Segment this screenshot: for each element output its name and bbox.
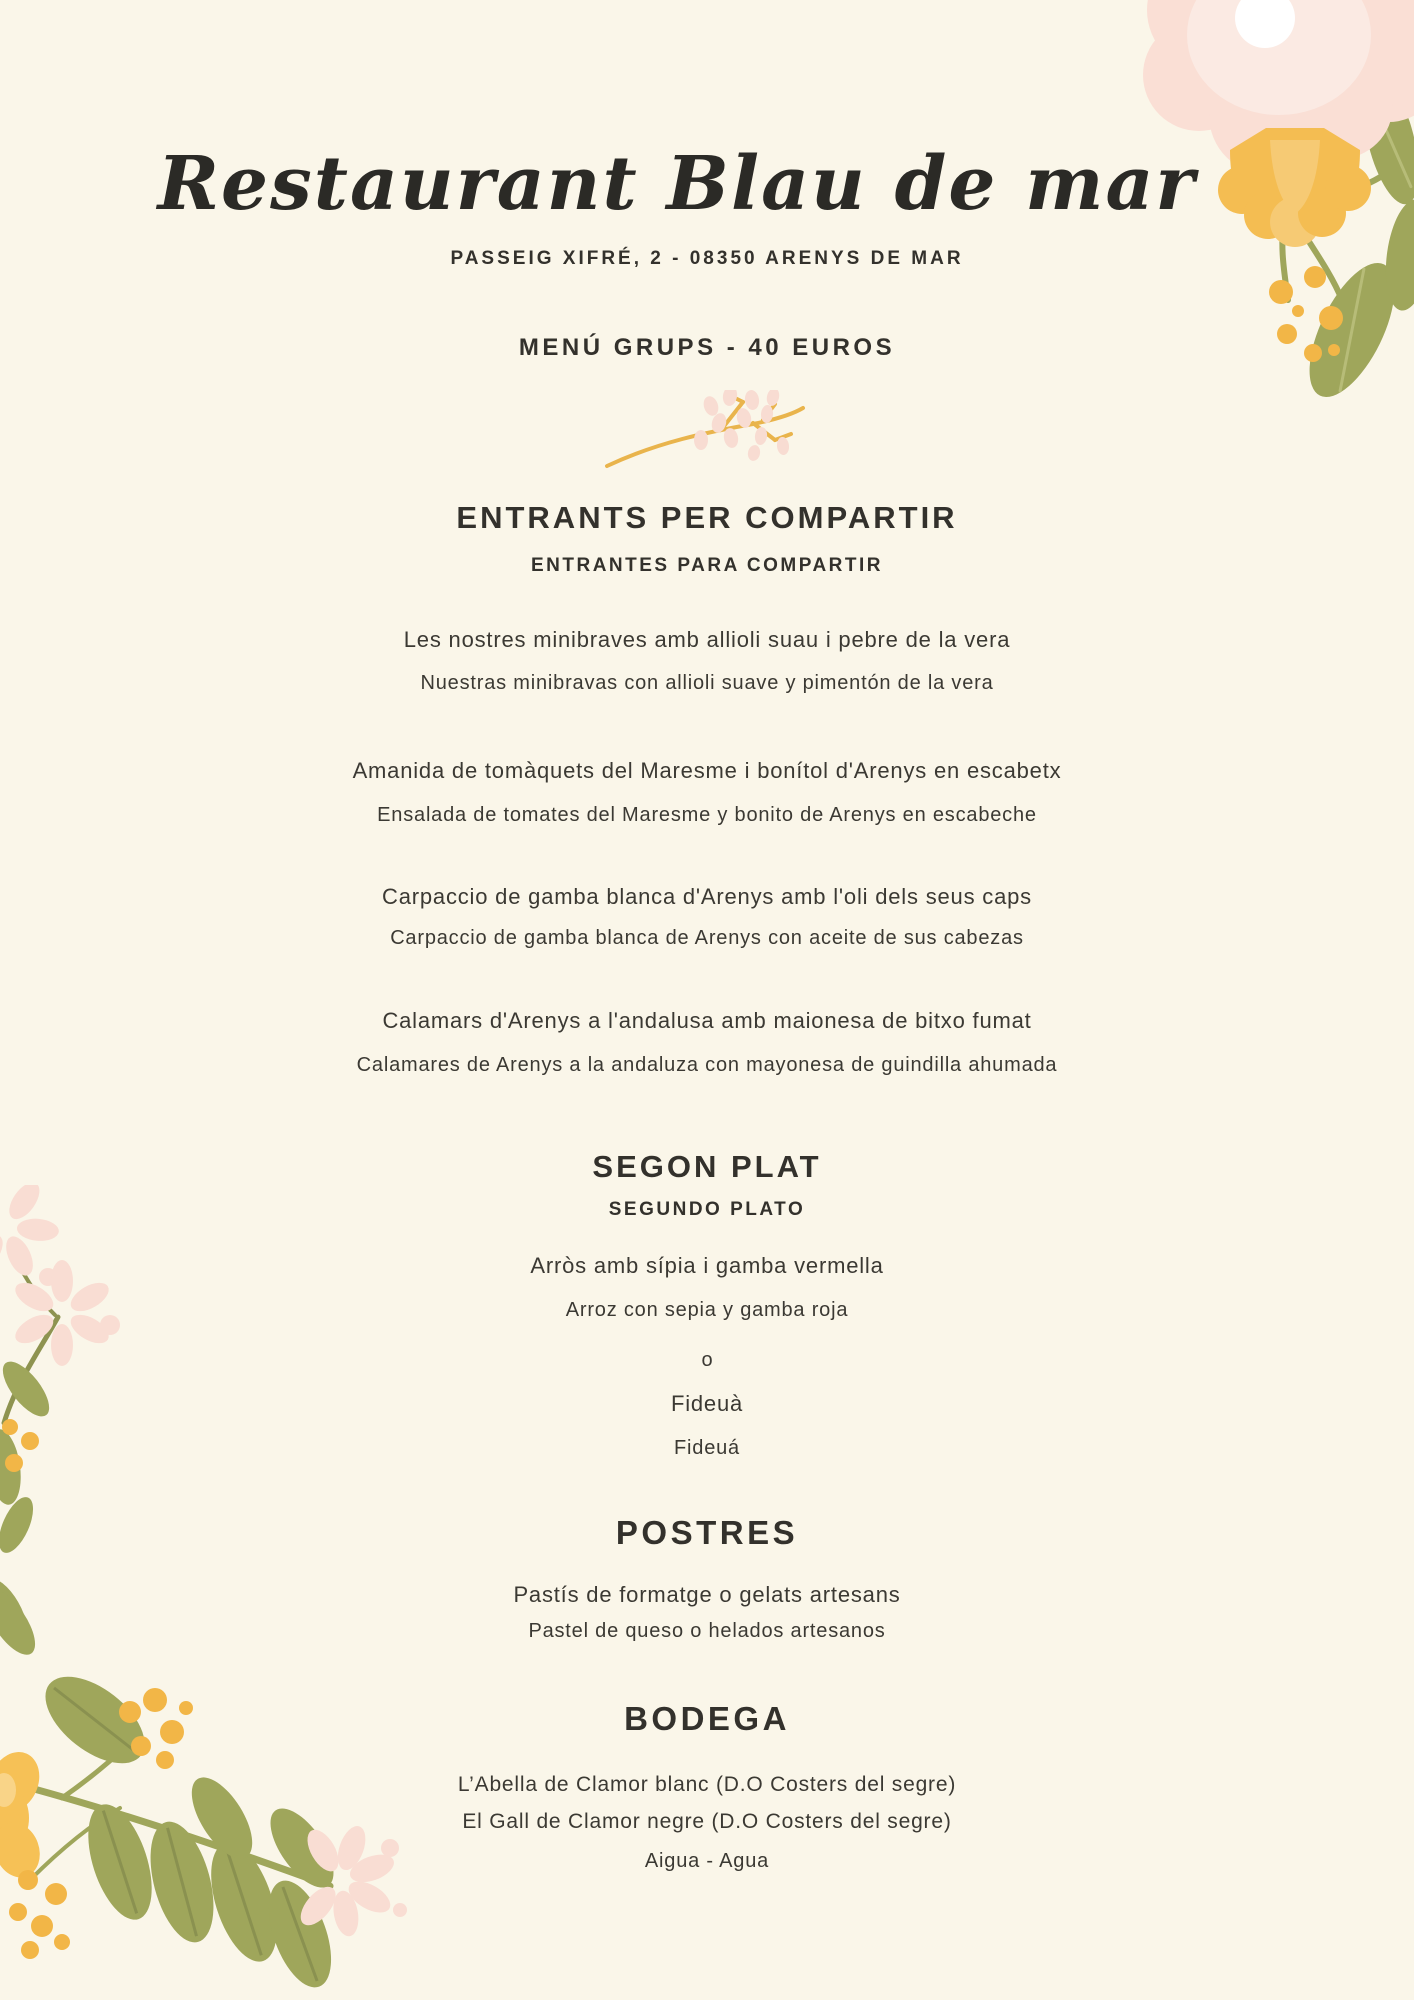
menu-item-ca: Amanida de tomàquets del Maresme i bonítol d'Arenys en escabetx bbox=[352, 758, 1062, 783]
menu-item-ca: Calamars d'Arenys a l'andalusa amb maionesa de bitxo fumat bbox=[382, 1008, 1032, 1033]
menu-item-ca: Les nostres minibraves amb allioli suau i pebre de la vera bbox=[403, 627, 1011, 652]
section-title-entrants-es: ENTRANTES PARA COMPARTIR bbox=[530, 555, 884, 576]
bodega-line: Aigua - Agua bbox=[644, 1850, 770, 1872]
menu-item-es: Fideuá bbox=[674, 1437, 740, 1459]
section-title-bodega: BODEGA bbox=[624, 1700, 790, 1737]
menu-item-ca: Carpaccio de gamba blanca d'Arenys amb l'oli dels seus caps bbox=[382, 884, 1032, 909]
menu-item-es: Calamares de Arenys a la andaluza con mayonesa de guindilla ahumada bbox=[356, 1054, 1058, 1076]
section-title-segon-es: SEGUNDO PLATO bbox=[608, 1199, 806, 1220]
section-title-entrants-ca: ENTRANTS PER COMPARTIR bbox=[456, 500, 958, 535]
menu-item-es: Ensalada de tomates del Maresme y bonito de Arenys en escabeche bbox=[377, 804, 1037, 826]
menu-item-es: Carpaccio de gamba blanca de Arenys con aceite de sus cabezas bbox=[390, 927, 1024, 949]
section-title-segon-ca: SEGON PLAT bbox=[592, 1149, 822, 1184]
bodega-line: L’Abella de Clamor blanc (D.O Costers del segre) bbox=[457, 1773, 957, 1796]
option-separator: o bbox=[701, 1349, 713, 1371]
menu-item-es: Arroz con sepia y gamba roja bbox=[565, 1299, 849, 1321]
flower-branch-divider-illustration bbox=[603, 390, 811, 474]
section-title-postres: POSTRES bbox=[615, 1514, 799, 1551]
menu-item-ca: Fideuà bbox=[670, 1391, 744, 1416]
menu-item-es: Pastel de queso o helados artesanos bbox=[528, 1620, 886, 1642]
menu-item-ca: Pastís de formatge o gelats artesans bbox=[513, 1582, 901, 1607]
restaurant-title: Restaurant Blau de mar bbox=[157, 141, 1197, 227]
bodega-line: El Gall de Clamor negre (D.O Costers del segre) bbox=[462, 1810, 952, 1833]
restaurant-address: PASSEIG XIFRÉ, 2 - 08350 ARENYS DE MAR bbox=[450, 248, 964, 269]
menu-item-es: Nuestras minibravas con allioli suave y pimentón de la vera bbox=[420, 672, 994, 694]
menu-price-banner: MENÚ GRUPS - 40 EUROS bbox=[518, 334, 896, 361]
menu-item-ca: Arròs amb sípia i gamba vermella bbox=[530, 1253, 884, 1278]
